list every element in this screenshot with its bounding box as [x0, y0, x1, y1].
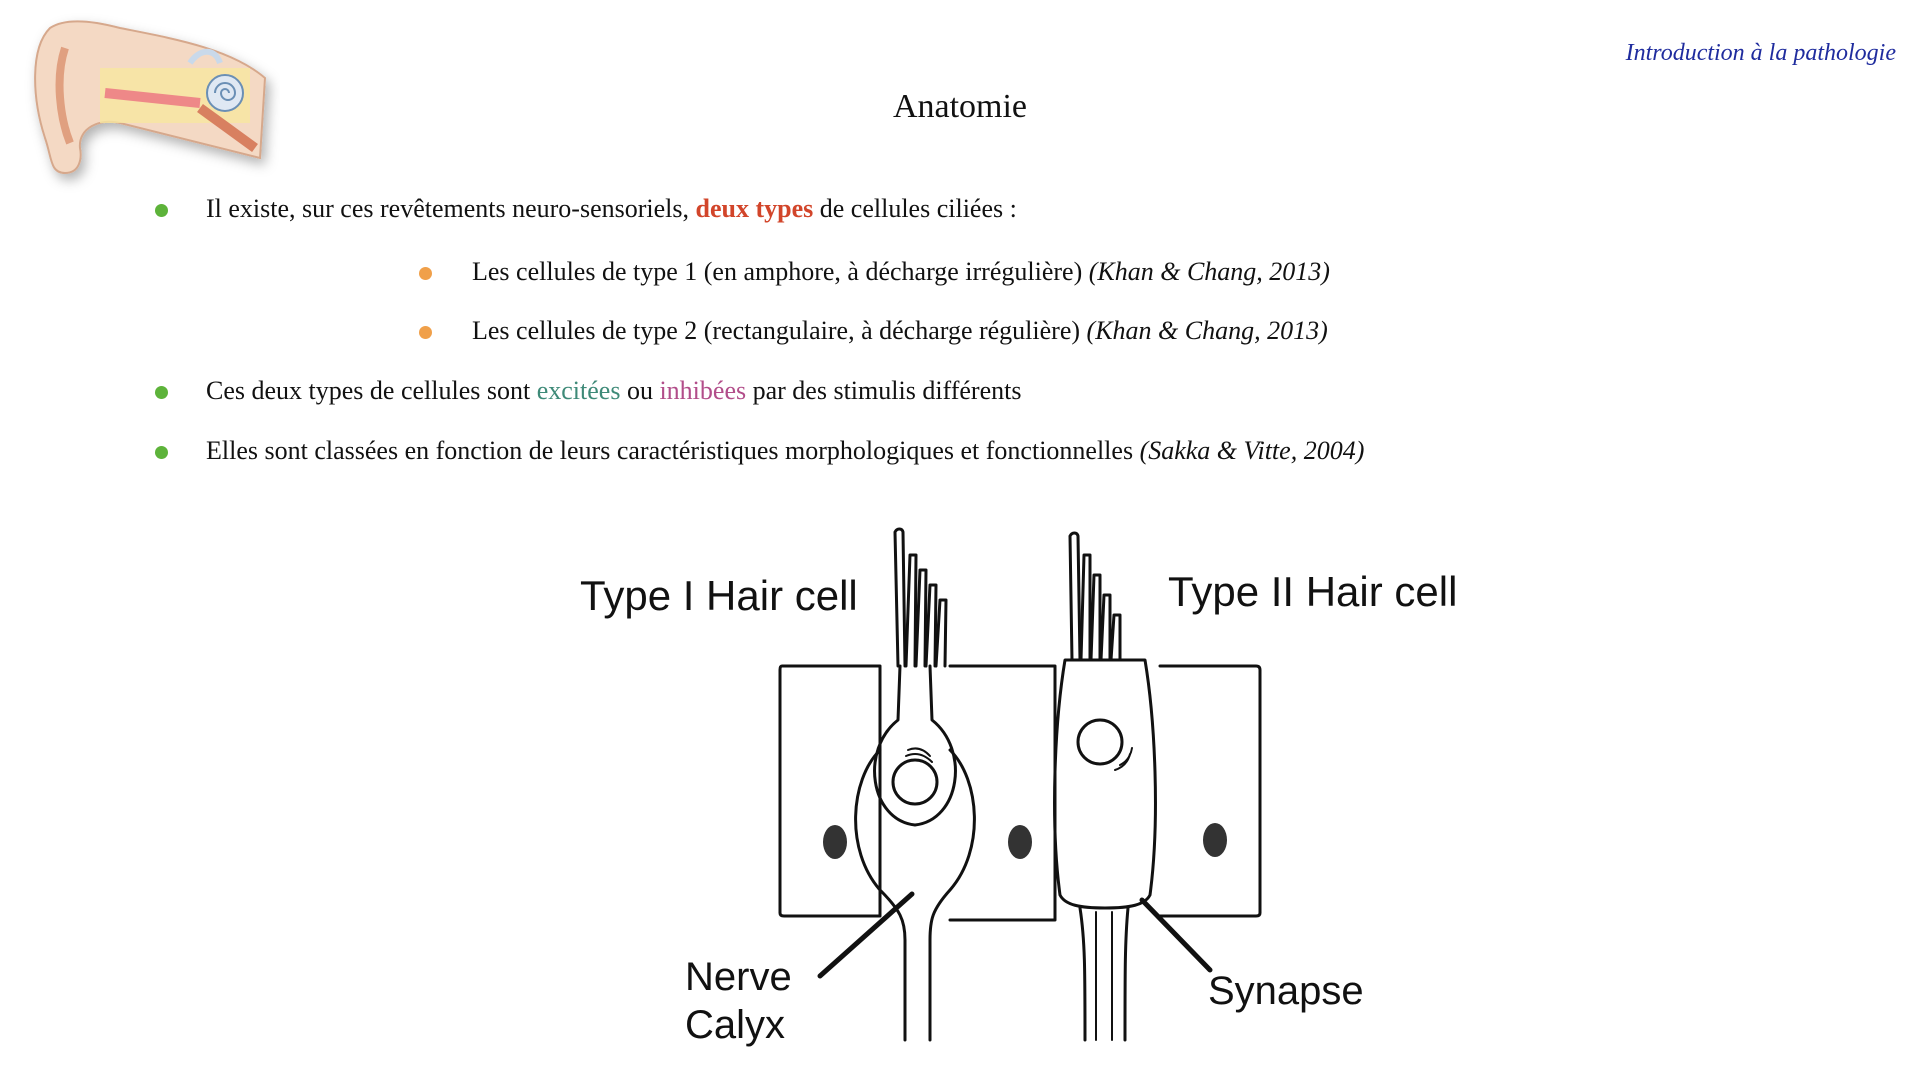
citation: (Khan & Chang, 2013): [1086, 316, 1328, 345]
bullet-text: par des stimulis différents: [746, 376, 1022, 405]
highlight-inhibited: inhibées: [659, 376, 747, 405]
highlight-two-types: deux types: [695, 194, 814, 223]
page-title: Anatomie: [892, 88, 1028, 125]
hair-cell-diagram: [560, 520, 1500, 1060]
sub-bullet-type2: [472, 314, 1328, 348]
citation: (Khan & Chang, 2013): [1088, 257, 1330, 286]
nerve-label: Nerve: [685, 955, 792, 999]
calyx-label: Calyx: [685, 1003, 786, 1047]
bullet-dot: [155, 386, 168, 399]
synapse-label: Synapse: [1208, 969, 1364, 1013]
sub-bullet-type1: [472, 255, 1330, 289]
citation: (Sakka & Vitte, 2004): [1139, 436, 1365, 465]
bullet-text: Ces deux types de cellules sont: [206, 376, 537, 405]
bullet-dot: [155, 204, 168, 217]
type1-label: Type I Hair cell: [580, 572, 858, 619]
bullet-text: ou: [620, 376, 660, 405]
bullet-dot: [155, 446, 168, 459]
sub-bullet-dot: [419, 267, 432, 280]
bullet-text: Les cellules de type 1 (en amphore, à décharge irrégulière): [472, 257, 1089, 286]
bullet-hair-cell-types: [206, 192, 1017, 226]
highlight-excited: excitées: [536, 376, 621, 405]
type2-label: Type II Hair cell: [1168, 568, 1458, 615]
bullet-stimuli: [206, 374, 1021, 408]
bullet-text: de cellules ciliées :: [813, 194, 1017, 223]
sub-bullet-dot: [419, 326, 432, 339]
bullet-text: Il existe, sur ces revêtements neuro-sensoriels,: [206, 194, 696, 223]
bullet-classification: [206, 434, 1364, 468]
bullet-text: Les cellules de type 2 (rectangulaire, à décharge régulière): [472, 316, 1087, 345]
section-title: Introduction à la pathologie: [1625, 40, 1896, 66]
bullet-text: Elles sont classées en fonction de leurs caractéristiques morphologiques et fonctionnelles: [206, 436, 1140, 465]
